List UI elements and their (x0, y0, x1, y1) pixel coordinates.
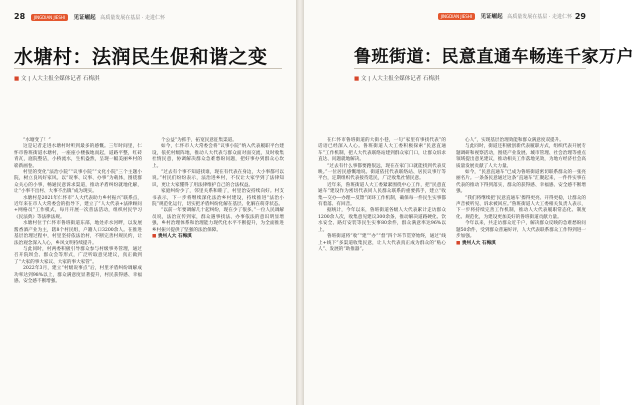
paragraph: 水塘村位于仁怀市鲁班街道东部，地处赤水河畔，以发展酱香酒产业为主，辖8个村民组，户籍人口3200余人。在推进基层治理过程中，村里坚持依法治村，不断完善村规民约，让法治观念深入人心，乡风文明持续提升。 (14, 221, 142, 246)
section-tag: JINGDIAN JIESHI (31, 14, 68, 21)
paragraph: 鲁班街道将“收”“建”“办”“督”四个环节贯穿始终，通过“线上+线下”多渠道收集民意，让人大代表真正成为群众的“贴心人”、发展的“助推器”。 (318, 234, 446, 252)
paragraph: “水塘变了！” (23, 138, 51, 143)
title-divider (14, 68, 282, 69)
section-subtitle: 高质量发展在基层 · 走进仁怀 (100, 15, 166, 21)
right-page-header (318, 12, 586, 24)
article-byline (354, 74, 440, 82)
paragraph: 如今，仁怀市人大常委会将“议事小院”纳入代表履职平台建设，依托村级阵地，推动人大代表与群众面对面交流，及时收集社情民意，协调解决群众急难愁盼问题，把好事办到群众心坎上。 (152, 144, 284, 169)
title-divider (354, 68, 586, 69)
section-name: 见证崛起 (480, 14, 503, 20)
section-tag: JINGDIAN JIESHI (438, 13, 475, 20)
paragraph: 2022年3月，建立“村级说事点”后，村里矛盾纠纷调解成功率达到98%以上，群众满意度显著提升，村民获得感、幸福感、安全感不断增强。 (14, 266, 142, 284)
right-page (304, 0, 634, 405)
paragraph: 家庭纠纷少了，邻里关系和睦了，村里治安持续向好。村支书表示，下一步将继续深化法治乡村建设，持续推进“法治小院”规范化运行，切实把矛盾纠纷化解在基层、化解在萌芽状态。 (152, 189, 284, 208)
page-number: 29 (574, 12, 586, 21)
bullet-icon: ■ (14, 76, 20, 82)
section-name: 见证崛起 (73, 15, 96, 21)
paragraph: 今年以来，共走访群众近千户，解决群众反映的急难愁盼问题50余件，受到群众普遍好评，人大代表联系群众工作得到进一步加强。 (456, 221, 586, 240)
paragraph: 这是记者走进水塘村时听到最多的感慨。三年时间里，仁怀市鲁班街道水塘村，一座座小楼拔地而起，道路平整，红砖青瓦，庭院整洁，小桥流水，生机盎然，呈现一幅美丽乡村的崭新画卷。 (14, 144, 142, 169)
end-mark-icon: ■ (456, 240, 461, 246)
paragraph: 与此同时，村两委积极引导群众参与村级事务管理，通过召开院坝会、群众会等形式，广泛听取意见建议，真正做到了“大家的事大家议、大家的事大家管”。 (14, 246, 142, 265)
left-page-header (14, 12, 282, 24)
section-subtitle: 高质量发展在基层 · 走进仁怀 (507, 14, 572, 20)
left-page (0, 0, 296, 405)
byline-text: 文 | 人大主报全媒体记者 石梅淇 (360, 76, 440, 82)
paragraph: “以前一年要调解几十起纠纷，现在少了很多。”一位人民调解员说，法治宣传到家，群众遇事找法、办事依法的意识明显增强，乡村治理体系和治理能力现代化水平不断提升，为全面推进乡村振兴提供了坚强的法治保障。 (152, 208, 284, 233)
paragraph: 村里的变化“法治小院”“议事小院”“文化小院”三个主题小院，树立良风好家风。以“说事、议事、办事”为载体，围绕群众关心的小事，畅通民意诉求渠道，推动矛盾纠纷就地化解，让“小事不出村、大事不出镇”成为现实。 (14, 170, 142, 195)
page-gutter (296, 0, 304, 405)
paragraph: 近年来，鲁班街道人大工委紧紧围绕中心工作，把“民意直通车”建设作为密切代表同人民群众联系的重要抓手，建立“收集—交办—办理—反馈”闭环工作机制，确保每一件民生实事都有着落、有回音。 (318, 182, 446, 208)
signature-line: ■ 贵州人大 石梅淇 (152, 234, 192, 240)
article-title: 鲁班街道：民意直通车畅连千家万户 (354, 47, 634, 67)
paragraph: “过去有个事不知道找谁，现在有代表在身边，大小事都可以说。”村民们纷纷表示，法治进乡村，不仅让大家学到了法律知识，更让大家懂得了用法律维护自己的合法权益。 (152, 170, 284, 188)
paragraph: “过去有什么事都要跑很远，现在在家门口就能找到代表反映。”一位居民感慨地说。街道依托代表联络站、居民议事厅等平台，定期组织代表接待选民，广泛收集社情民意。 (318, 163, 446, 182)
paragraph: 据统计，今年以来，鲁班街道各级人大代表累计走访群众1200余人次，收集意见建议300余条，推动解决道路硬化、饮水安全、路灯安装等民生实事80余件，群众满意率达96%以上。 (318, 208, 446, 233)
article-column-1 (14, 138, 142, 396)
paragraph: 在仁怀市鲁班街道的大街小巷，一句“家里有事找代表”的话语已经深入人心。鲁班街道人大工委积极探索“民意直通车”工作机制，把人大代表联络站建到群众家门口，让群众诉求直达、问题就地解决。 (318, 138, 446, 163)
page-number: 28 (14, 12, 26, 21)
paragraph: 个公益”为抓手，拓宽民意征集渠道。 (161, 138, 237, 143)
bullet-icon: ■ (354, 76, 360, 82)
article-column-2 (456, 138, 586, 396)
article-column-1 (318, 138, 446, 396)
signature-line: ■ 贵州人大 石梅淇 (456, 240, 496, 246)
paragraph: 如今，“民意直通车”已成为鲁班街道密切联系群众的一张亮丽名片。一条条民意通过这条“直通车”汇聚起来，一件件实事在代表的推动下得到落实，群众的获得感、幸福感、安全感不断增强。 (456, 170, 586, 195)
paragraph: 水塘村是2021年仁怀市“人大代表助力乡村振兴”联系点，近年来在市人大常委会的指导下，建立了“人大代表+法律顾问+网格员”工作模式，每月开展一次普法活动，组织村民学习《民法典》等法律法规。 (14, 195, 142, 220)
paragraph: 与此同时，街道还积极创新代表履职方式，组织代表开展专题调研和视察活动，围绕产业发展、城市管理、社会治理等重点领域提出意见建议，推动相关工作落地见效，为地方经济社会高质量发展贡献了人大力量。 (456, 144, 586, 169)
article-byline (14, 74, 100, 82)
paragraph: “我们将继续把‘民意直通车’擦得更亮、开得更稳，让群众的声音被听见、诉求被回应。”鲁班街道人大工委相关负责人表示，下一步将持续完善工作机制，推动人大代表履职常态化、制度化、规范化，为建设更加美好的鲁班街道贡献力量。 (456, 195, 586, 220)
paragraph: 心人”，实现基层治理效能和群众满意度双提升。 (465, 138, 564, 143)
article-title: 水塘村：法润民生促和谐之变 (14, 46, 268, 68)
byline-text: 文 | 人大主报全媒体记者 石梅淇 (20, 76, 100, 82)
end-mark-icon: ■ (152, 234, 157, 240)
article-column-2 (152, 138, 284, 396)
